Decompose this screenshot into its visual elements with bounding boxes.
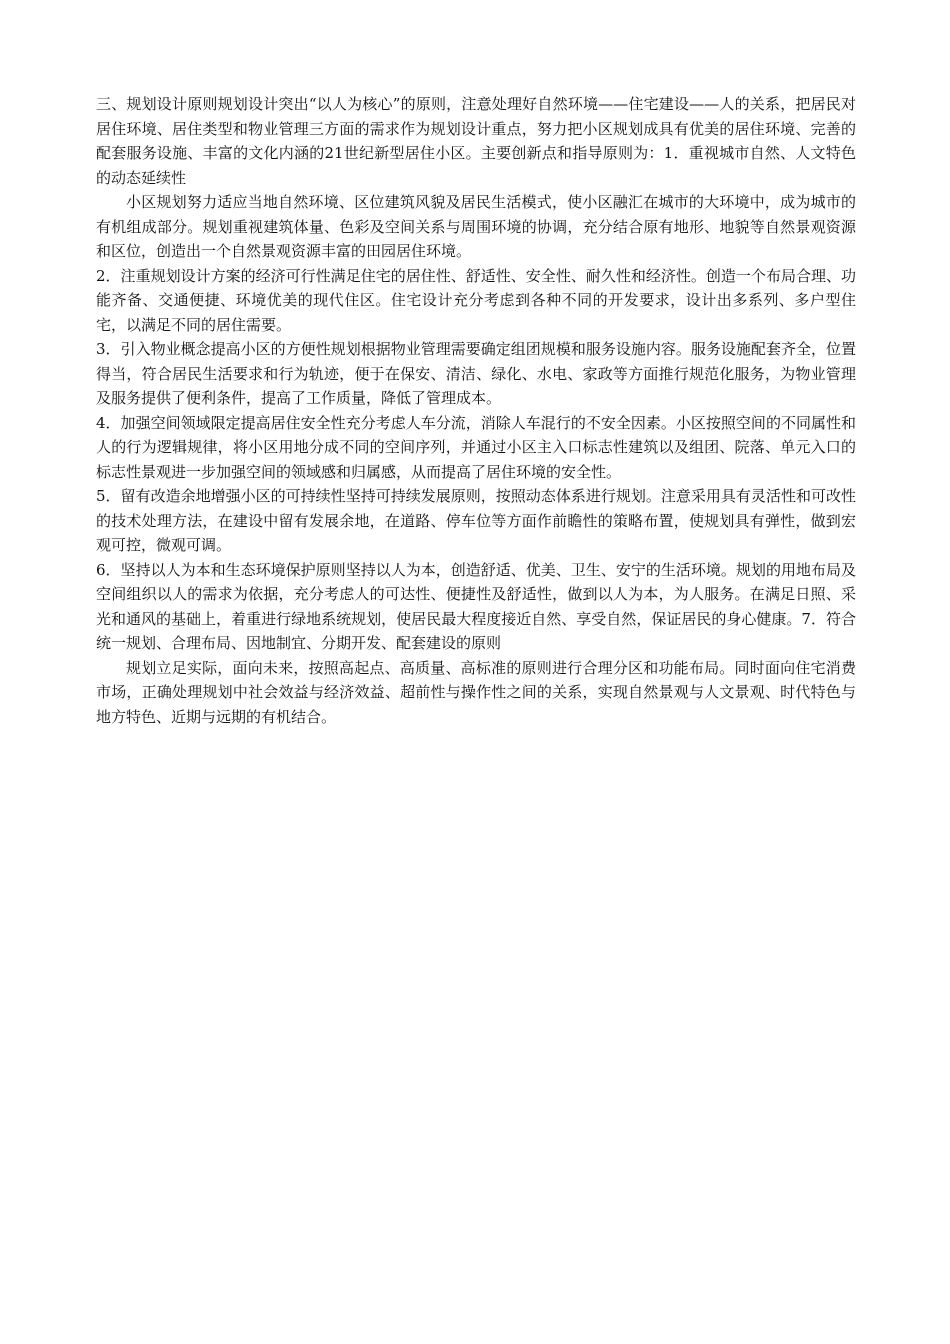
paragraph-section-three-intro: 三、规划设计原则规划设计突出“以人为核心”的原则，注意处理好自然环境——住宅建设——人的关系，把居民对居住环境、居住类型和物业管理三方面的需求作为规划设计重点，努力把小区规划成具有优美的居住环境、完善的配套服务设施、丰富的文化内涵的21世纪新型居住小区。主要创新点和指导原则为：1．重视城市自然、人文特色的动态延续性 [96, 95, 856, 187]
paragraph-principle-5: 5．留有改造余地增强小区的可持续性坚持可持续发展原则，按照动态体系进行规划。注意采用具有灵活性和可改性的技术处理方法，在建设中留有发展余地，在道路、停车位等方面作前瞻性的策略布置，使规划具有弹性，做到宏观可控，微观可调。 [96, 487, 856, 554]
paragraph-principle-4: 4．加强空间领域限定提高居住安全性充分考虑人车分流，消除人车混行的不安全因素。小区按照空间的不同属性和人的行为逻辑规律，将小区用地分成不同的空间序列，并通过小区主入口标志性建筑以及组团、院落、单元入口的标志性景观进一步加强空间的领域感和归属感，从而提高了居住环境的安全性。 [96, 413, 856, 481]
paragraph-principle-6-7: 6．坚持以人为本和生态环境保护原则坚持以人为本，创造舒适、优美、卫生、安宁的生活环境。规划的用地布局及空间组织以人的需求为依据，充分考虑人的可达性、便捷性及舒适性，做到以人为本，为人服务。在满足日照、采光和通风的基础上，着重进行绿地系统规划，使居民最大程度接近自然、享受自然，保证居民的身心健康。7．符合统一规划、合理布局、因地制宜、分期开发、配套建设的原则 [96, 560, 856, 652]
paragraph-principle-3: 3．引入物业概念提高小区的方便性规划根据物业管理需要确定组团规模和服务设施内容。服务设施配套齐全，位置得当，符合居民生活要求和行为轨迹，便于在保安、清洁、绿化、水电、家政等方面推行规范化服务，为物业管理及服务提供了便利条件，提高了工作质量，降低了管理成本。 [96, 340, 856, 407]
paragraph-principle-2: 2．注重规划设计方案的经济可行性满足住宅的居住性、舒适性、安全性、耐久性和经济性。创造一个布局合理、功能齐备、交通便捷、环境优美的现代住区。住宅设计充分考虑到各种不同的开发要求，设计出多系列、多户型住宅，以满足不同的居住需要。 [96, 266, 856, 334]
paragraph-conclusion: 规划立足实际，面向未来，按照高起点、高质量、高标准的原则进行合理分区和功能布局。同时面向住宅消费市场，正确处理规划中社会效益与经济效益、超前性与操作性之间的关系，实现自然景观与人文景观、时代特色与地方特色、近期与远期的有机结合。 [96, 658, 856, 726]
document-body [96, 92, 856, 729]
paragraph-urban-context: 小区规划努力适应当地自然环境、区位建筑风貌及居民生活模式，使小区融汇在城市的大环境中，成为城市的有机组成部分。规划重视建筑体量、色彩及空间关系与周围环境的协调，充分结合原有地形、地貌等自然景观资源和区位，创造出一个自然景观资源丰富的田园居住环境。 [96, 193, 856, 260]
